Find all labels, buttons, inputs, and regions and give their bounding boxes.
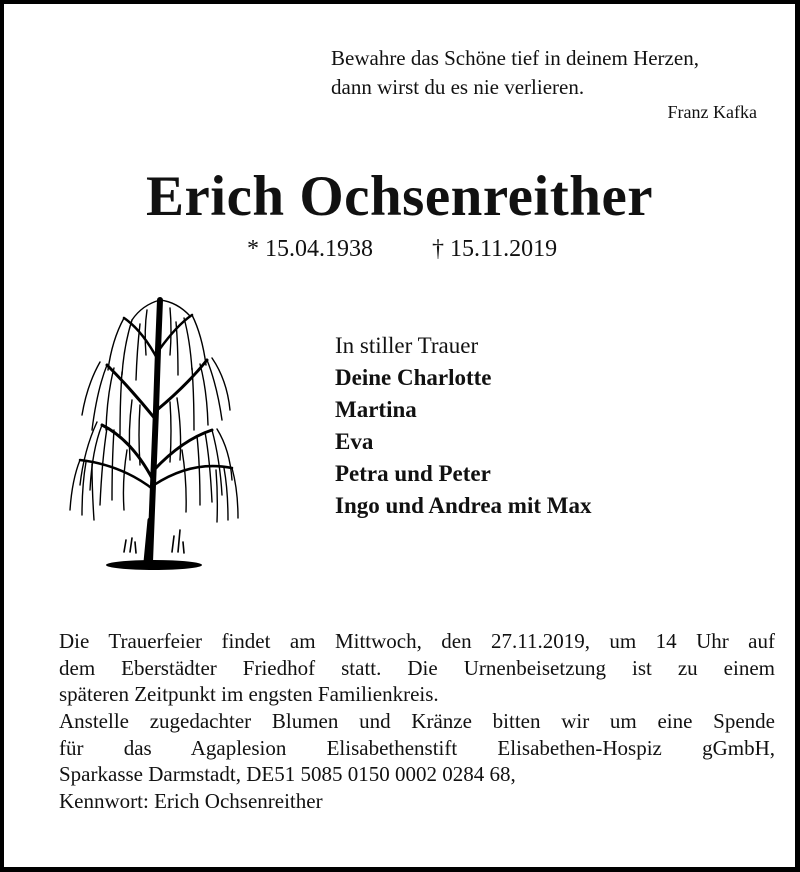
deceased-name: Erich Ochsenreither	[145, 165, 654, 228]
funeral-line: späteren Zeitpunkt im engsten Familienkreis.	[59, 682, 439, 706]
donation-keyword: Kennwort: Erich Ochsenreither	[59, 788, 323, 813]
quote	[331, 44, 699, 102]
mourner-name: Ingo und Andrea mit Max	[335, 493, 592, 518]
funeral-line: dem Eberstädter Friedhof statt. Die Urnenbeisetzung ist zu einem	[59, 655, 775, 680]
funeral-details	[59, 628, 775, 708]
mourner-name: Deine Charlotte	[335, 365, 492, 390]
quote-author: Franz Kafka	[667, 102, 757, 122]
birth-date: * 15.04.1938	[247, 236, 373, 262]
donation-line: für das Agaplesion Elisabethenstift Elisabethen-Hospiz gGmbH,	[59, 735, 775, 760]
quote-line-1: Bewahre das Schöne tief in deinem Herzen,	[331, 46, 699, 70]
donation-line: Anstelle zugedachter Blumen und Kränze bitten wir um eine Spende	[59, 709, 775, 733]
mourner-name: Eva	[335, 429, 374, 454]
mourner-name: Martina	[335, 397, 417, 422]
mourners-list	[335, 330, 591, 522]
funeral-line: Die Trauerfeier findet am Mittwoch, den 27.11.2019, um 14 Uhr auf	[59, 629, 775, 653]
weeping-willow-tree-icon	[62, 290, 244, 576]
mourners-intro: In stiller Trauer	[335, 333, 479, 358]
mourner-name: Petra und Peter	[335, 461, 491, 486]
bank-details: Sparkasse Darmstadt, DE51 5085 0150 0002 0284 68,	[59, 762, 516, 786]
death-date: † 15.11.2019	[432, 236, 558, 262]
quote-line-2: dann wirst du es nie verlieren.	[331, 75, 585, 99]
donation-request	[59, 708, 775, 814]
